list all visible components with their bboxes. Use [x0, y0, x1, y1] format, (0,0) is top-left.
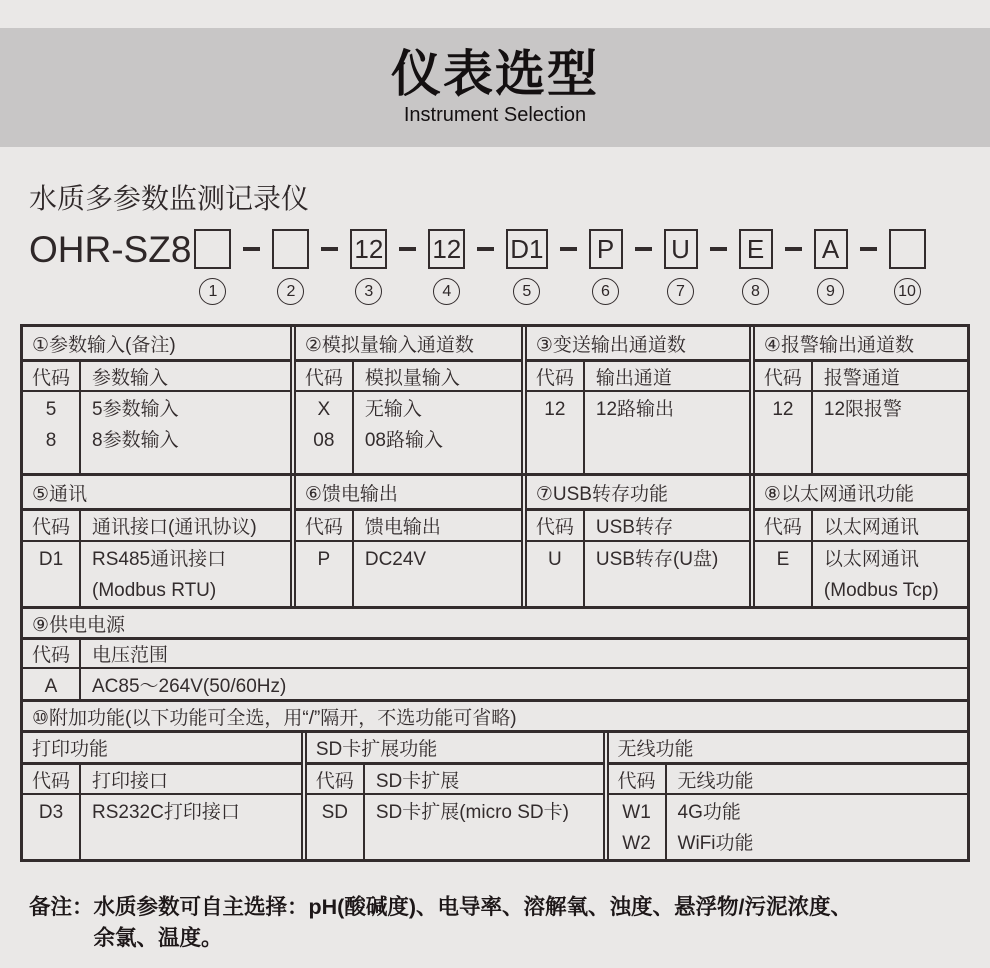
slot-number-8: 8 — [742, 278, 769, 305]
selection-table — [20, 324, 970, 862]
section-title: ⑥馈电输出 — [296, 476, 521, 511]
desc-header: 参数输入 — [81, 362, 290, 392]
code-column — [296, 542, 354, 606]
desc-cell: 以太网通讯 — [823, 549, 919, 570]
desc-cell: 4G功能 — [677, 802, 741, 823]
model-box-code: 12 — [354, 234, 384, 264]
model-prefix: OHR-SZ8 — [29, 229, 192, 270]
code-cell: 8 — [45, 430, 57, 451]
desc-column — [81, 669, 967, 699]
model-box-8 — [739, 229, 773, 269]
page-subtitle: Instrument Selection — [403, 103, 587, 126]
desc-cell: AC85～264V(50/60Hz) — [92, 676, 287, 697]
desc-cell: 12路输出 — [595, 399, 675, 420]
code-cell: U — [548, 549, 562, 570]
code-column — [23, 542, 81, 606]
desc-header: 电压范围 — [81, 640, 967, 669]
remark-text — [94, 892, 852, 954]
section-parameter-input — [23, 327, 290, 473]
code-column — [609, 795, 667, 859]
code-header: 代码 — [527, 362, 585, 392]
code-cell: SD — [321, 802, 349, 823]
title-band — [0, 28, 990, 147]
model-box-code: D1 — [510, 234, 544, 264]
model-box-10 — [889, 229, 926, 269]
section-title: ⑨供电电源 — [23, 609, 967, 640]
slot-number-5: 5 — [513, 278, 540, 305]
model-box-4 — [428, 229, 465, 269]
code-header: 代码 — [23, 362, 81, 392]
section-transmit-output-channels — [521, 327, 749, 473]
desc-cell: 08路输入 — [364, 430, 443, 451]
dash-separator — [309, 229, 350, 269]
code-cell: 5 — [45, 399, 57, 420]
model-box-9 — [814, 229, 848, 269]
code-column — [23, 669, 81, 699]
model-box-5 — [506, 229, 547, 269]
dash-separator — [548, 229, 589, 269]
desc-column — [813, 542, 967, 606]
section-power-supply — [23, 609, 967, 699]
desc-cell: (Modbus RTU) — [92, 580, 217, 601]
model-box-code: U — [671, 234, 690, 264]
desc-cell: 8参数输入 — [92, 430, 179, 451]
dash-separator — [387, 229, 428, 269]
table-band-1 — [23, 327, 967, 473]
code-header: 代码 — [23, 511, 81, 542]
model-box-code: A — [821, 234, 840, 264]
code-column — [296, 392, 354, 473]
group-title: 打印功能 — [23, 733, 301, 765]
code-header: 代码 — [527, 511, 585, 542]
group-title: SD卡扩展功能 — [307, 733, 603, 765]
desc-column — [585, 392, 749, 473]
dash-separator — [773, 229, 814, 269]
desc-cell: DC24V — [364, 549, 427, 570]
code-header: 代码 — [307, 765, 365, 795]
group-print-function — [23, 733, 301, 859]
code-header: 代码 — [23, 765, 81, 795]
section-title: ①参数输入(备注) — [23, 327, 290, 362]
desc-cell: RS485通讯接口 — [92, 549, 227, 570]
dash-separator — [698, 229, 739, 269]
desc-column — [354, 392, 521, 473]
table-band-10 — [23, 699, 967, 859]
code-header: 代码 — [755, 511, 813, 542]
desc-cell: WiFi功能 — [677, 833, 754, 854]
desc-column — [667, 795, 967, 859]
code-cell: D3 — [38, 802, 64, 823]
model-slot-8 — [739, 229, 773, 305]
desc-cell: USB转存(U盘) — [595, 549, 719, 570]
model-code-row — [29, 229, 990, 305]
section-title: ⑦USB转存功能 — [527, 476, 749, 511]
desc-header: 无线功能 — [667, 765, 967, 795]
group-sd-card — [301, 733, 603, 859]
slot-number-10: 10 — [894, 278, 921, 305]
desc-header: 打印接口 — [81, 765, 301, 795]
code-header: 代码 — [296, 362, 354, 392]
section-title: ⑩附加功能(以下功能可全选，用“/”隔开，不选功能可省略) — [23, 702, 967, 733]
dash-separator — [231, 229, 272, 269]
slot-number-1: 1 — [199, 278, 226, 305]
code-cell: 12 — [772, 399, 794, 420]
desc-header: 通讯接口(通讯协议) — [81, 511, 290, 542]
desc-header: 模拟量输入 — [354, 362, 521, 392]
section-title: ④报警输出通道数 — [755, 327, 967, 362]
remark-line-2: 余氯、温度。 — [93, 926, 223, 950]
code-cell: W1 — [622, 802, 651, 823]
table-band-9 — [23, 606, 967, 699]
desc-column — [365, 795, 603, 859]
desc-header: 以太网通讯 — [813, 511, 967, 542]
code-cell: D1 — [38, 549, 64, 570]
model-slot-2 — [272, 229, 309, 305]
code-header: 代码 — [609, 765, 667, 795]
desc-header: 报警通道 — [813, 362, 967, 392]
code-cell: 08 — [313, 430, 335, 451]
slot-number-9: 9 — [817, 278, 844, 305]
model-box-7 — [664, 229, 698, 269]
code-cell: W2 — [622, 833, 651, 854]
code-column — [23, 795, 81, 859]
model-slot-10 — [889, 229, 926, 305]
code-column — [23, 392, 81, 473]
desc-cell: 无输入 — [364, 399, 422, 420]
desc-header: SD卡扩展 — [365, 765, 603, 795]
code-cell: 12 — [544, 399, 566, 420]
product-name: 水质多参数监测记录仪 — [29, 183, 310, 214]
remark-label: 备注： — [29, 895, 94, 919]
model-slot-3 — [350, 229, 387, 305]
desc-column — [81, 392, 290, 473]
section-feed-output — [290, 476, 521, 606]
dash-separator — [623, 229, 664, 269]
desc-column — [813, 392, 967, 473]
desc-header: USB转存 — [585, 511, 749, 542]
model-slot-5 — [506, 229, 547, 305]
section-usb-transfer — [521, 476, 749, 606]
desc-cell: 5参数输入 — [92, 399, 179, 420]
page-title: 仪表选型 — [391, 46, 599, 103]
section-alarm-output-channels — [749, 327, 967, 473]
model-box-code: P — [596, 234, 615, 264]
code-header: 代码 — [23, 640, 81, 669]
code-cell: A — [44, 676, 58, 697]
model-box-1 — [194, 229, 231, 269]
code-column — [307, 795, 365, 859]
code-column — [755, 392, 813, 473]
code-header: 代码 — [296, 511, 354, 542]
code-column — [527, 392, 585, 473]
desc-column — [81, 542, 290, 606]
code-cell: P — [317, 549, 331, 570]
model-box-6 — [589, 229, 623, 269]
section-title: ②模拟量输入通道数 — [296, 327, 521, 362]
group-wireless — [603, 733, 967, 859]
desc-header: 馈电输出 — [354, 511, 521, 542]
remark-line-1: 水质参数可自主选择：pH(酸碱度)、电导率、溶解氧、浊度、悬浮物/污泥浓度、 — [93, 895, 852, 919]
desc-header: 输出通道 — [585, 362, 749, 392]
section-communication — [23, 476, 290, 606]
model-slot-1 — [194, 229, 231, 305]
remark — [29, 892, 990, 954]
code-header: 代码 — [755, 362, 813, 392]
model-box-code: E — [746, 234, 765, 264]
slot-number-2: 2 — [277, 278, 304, 305]
table-band-2 — [23, 473, 967, 606]
dash-separator — [848, 229, 889, 269]
code-column — [755, 542, 813, 606]
desc-column — [585, 542, 749, 606]
dash-separator — [465, 229, 506, 269]
model-slot-7 — [664, 229, 698, 305]
group-title: 无线功能 — [609, 733, 967, 765]
slot-number-4: 4 — [433, 278, 460, 305]
code-cell: X — [317, 399, 331, 420]
slot-number-7: 7 — [667, 278, 694, 305]
section-title: ⑧以太网通讯功能 — [755, 476, 967, 511]
desc-cell: 12限报警 — [823, 399, 903, 420]
desc-cell: RS232C打印接口 — [92, 802, 240, 823]
model-slot-4 — [428, 229, 465, 305]
section-ethernet — [749, 476, 967, 606]
section-title: ⑤通讯 — [23, 476, 290, 511]
code-cell: E — [776, 549, 790, 570]
model-box-code: 12 — [432, 234, 462, 264]
code-column — [527, 542, 585, 606]
desc-column — [354, 542, 521, 606]
desc-cell: SD卡扩展(micro SD卡) — [375, 802, 569, 823]
desc-cell: (Modbus Tcp) — [823, 580, 939, 601]
desc-column — [81, 795, 301, 859]
model-slot-6 — [589, 229, 623, 305]
section-title: ③变送输出通道数 — [527, 327, 749, 362]
slot-number-6: 6 — [592, 278, 619, 305]
section-analog-input-channels — [290, 327, 521, 473]
model-box-3 — [350, 229, 387, 269]
slot-number-3: 3 — [355, 278, 382, 305]
model-slot-9 — [814, 229, 848, 305]
model-box-2 — [272, 229, 309, 269]
